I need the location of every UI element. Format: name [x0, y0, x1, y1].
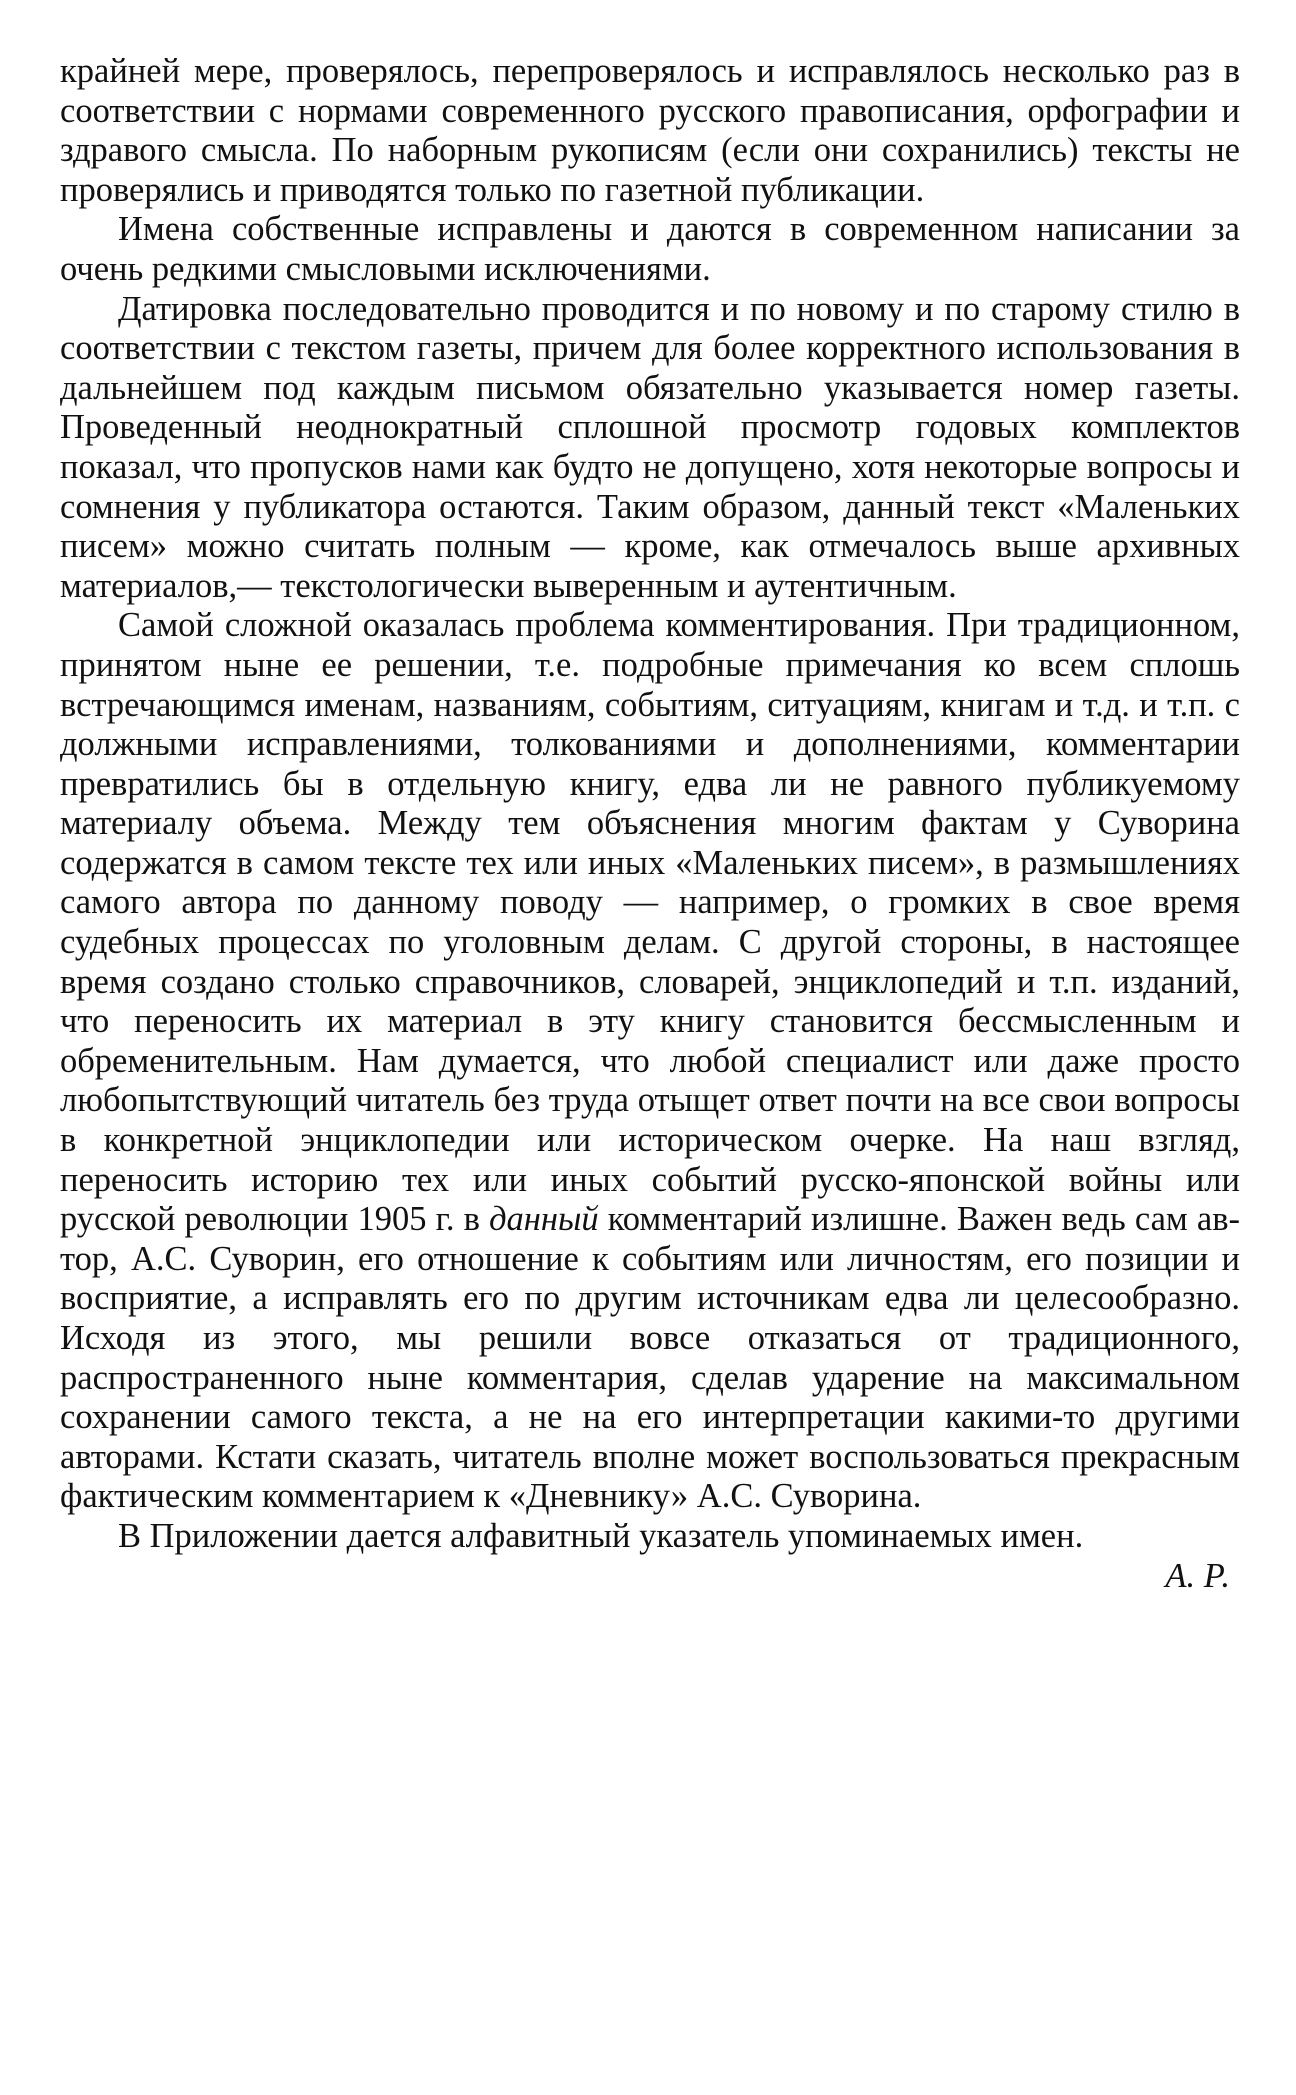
paragraph-5: В Приложении дается алфавитный указатель упоминаемых имен. — [118, 1516, 1084, 1555]
paragraph-1: крайней мере, проверялось, перепроверялось и исправлялось несколько раз в соответствии с нормами современного русского правописания, орфографии и здравого смысла. По наборным рукописям (если они сохранились) тексты не проверялись и приводятся только по газетной публикации. — [60, 52, 1240, 209]
paragraph-4 — [60, 606, 1240, 1517]
paragraph-2: Имена собственные исправлены и даются в современном написании за очень редкими смысловыми исключениями. — [60, 210, 1240, 288]
paragraph-3: Датировка последовательно проводится и по новому и по старому стилю в соответствии с текстом газеты, причем для более корректного использования в дальнейшем под каждым письмом обязательно указывается номер газеты. Проведенный неоднократный сплошной просмотр годовых комплектов показал, что пропусков нами как будто не допущено, хотя некоторые вопросы и сомнения у публикатора остаются. Таким образом, данный текст «Маленьких писем» можно считать полным — кроме, как отмечалось выше архивных материалов,— текстологически выверенным и аутентичным. — [60, 289, 1240, 605]
author-signature: А. Р. — [1165, 1556, 1230, 1595]
emphasis-word: данный — [489, 1200, 599, 1239]
document-page — [60, 52, 1240, 1596]
paragraph-4-part-2: комментарий излишне. Важен ведь сам автор, А.С. Суворин, его отношение к событиям или личностям, его позиции и восприятие, а исправлять его по другим источникам едва ли целесообразно. Исходя из этого, мы решили вовсе отказаться от традиционного, распространенного ныне комментария, сделав ударение на максимальном сохранении самого текста, а не на его интерпретации какими-то другими авторами. Кстати сказать, читатель вполне может воспользоваться прекрасным фактическим комментарием к «Дневнику» А.С. Суворина. — [60, 1200, 1240, 1516]
paragraph-4-part-1: Самой сложной оказалась проблема комментирования. При традиционном, принятом ныне ее решении, т.е. подробные примечания ко всем сплошь встречающимся именам, названиям, событиям, ситуациям, книгам и т.д. и т.п. с должными исправлениями, толкованиями и дополнениями, комментарии превратились бы в отдельную книгу, едва ли не равного публикуемому материалу объема. Между тем объяснения многим фактам у Суворина содержатся в самом тексте тех или иных «Маленьких писем», в размышлениях самого автора по данному поводу — например, о громких в свое время судебных процессах по уголовным делам. С другой стороны, в настоящее время создано столько справочников, словарей, энциклопедий и т.п. изданий, что переносить их материал в эту книгу становится бессмысленным и обременительным. Нам думается, что любой специалист или даже просто любопытствующий читатель без труда отыщет ответ почти на все свои вопросы в конкретной энциклопедии или историческом очерке. На наш взгляд, переносить историю тех или иных событий русско-японской войны или русской революции 1905 г. в — [60, 606, 1240, 1239]
